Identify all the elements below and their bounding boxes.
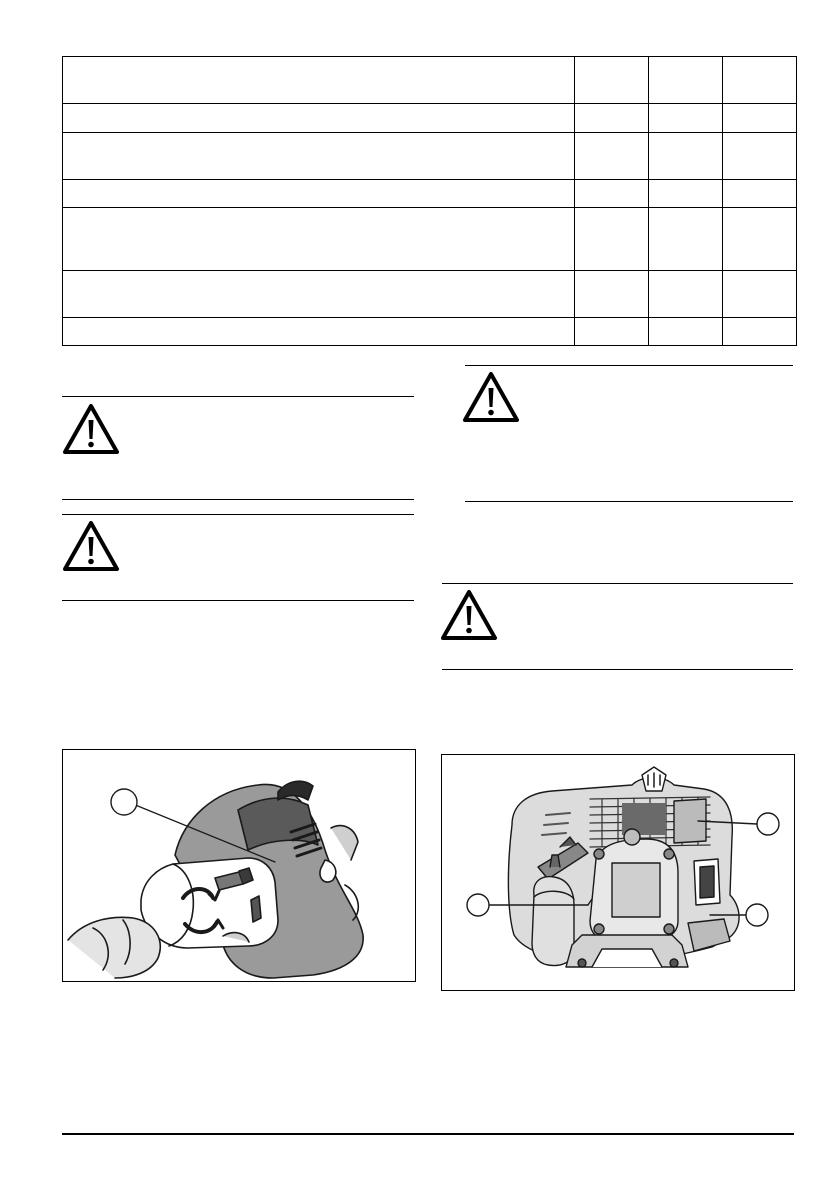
engine-cooling-system-illustration xyxy=(442,755,794,990)
task-cell xyxy=(63,133,575,180)
daily-cell xyxy=(575,180,649,208)
warning-1-bottom-rule xyxy=(62,499,414,500)
warning-4-bottom-rule xyxy=(442,669,793,670)
table-row xyxy=(63,208,797,271)
task-cell xyxy=(63,271,575,318)
bevel-gear-lubrication-illustration xyxy=(63,750,415,981)
table-row xyxy=(63,271,797,318)
warning-4-icon xyxy=(440,589,498,646)
daily-cell xyxy=(575,208,649,271)
warning-3-top-rule xyxy=(465,365,793,366)
engine-figure xyxy=(441,754,795,991)
header-weekly-cell xyxy=(649,57,723,104)
warning-4-top-rule xyxy=(442,583,793,584)
bevel-gear-figure xyxy=(62,749,416,982)
header-daily-cell xyxy=(575,57,649,104)
weekly-cell xyxy=(649,208,723,271)
table-row xyxy=(63,318,797,346)
table-row xyxy=(63,104,797,133)
footer-rule xyxy=(62,1133,794,1135)
task-cell xyxy=(63,104,575,133)
warning-2-bottom-rule xyxy=(62,600,414,601)
warning-3-icon xyxy=(462,371,520,428)
daily-cell xyxy=(575,271,649,318)
warning-2-icon xyxy=(62,520,120,577)
brand-logo-icon xyxy=(642,767,666,791)
table-row xyxy=(63,133,797,180)
weekly-cell xyxy=(649,271,723,318)
weekly-cell xyxy=(649,180,723,208)
warning-1-top-rule xyxy=(62,396,414,397)
task-cell xyxy=(63,180,575,208)
daily-cell xyxy=(575,104,649,133)
warning-1-icon xyxy=(62,403,120,460)
monthly-cell xyxy=(723,133,797,180)
maintenance-schedule-table xyxy=(62,56,797,346)
monthly-cell xyxy=(723,180,797,208)
weekly-cell xyxy=(649,104,723,133)
weekly-cell xyxy=(649,133,723,180)
header-task-cell xyxy=(63,57,575,104)
monthly-cell xyxy=(723,271,797,318)
task-cell xyxy=(63,208,575,271)
warning-3-bottom-rule xyxy=(465,501,793,502)
daily-cell xyxy=(575,133,649,180)
table-row xyxy=(63,180,797,208)
table-header-row xyxy=(63,57,797,104)
daily-cell xyxy=(575,318,649,346)
warning-2-top-rule xyxy=(62,514,414,515)
weekly-cell xyxy=(649,318,723,346)
monthly-cell xyxy=(723,318,797,346)
header-monthly-cell xyxy=(723,57,797,104)
monthly-cell xyxy=(723,208,797,271)
monthly-cell xyxy=(723,104,797,133)
task-cell xyxy=(63,318,575,346)
